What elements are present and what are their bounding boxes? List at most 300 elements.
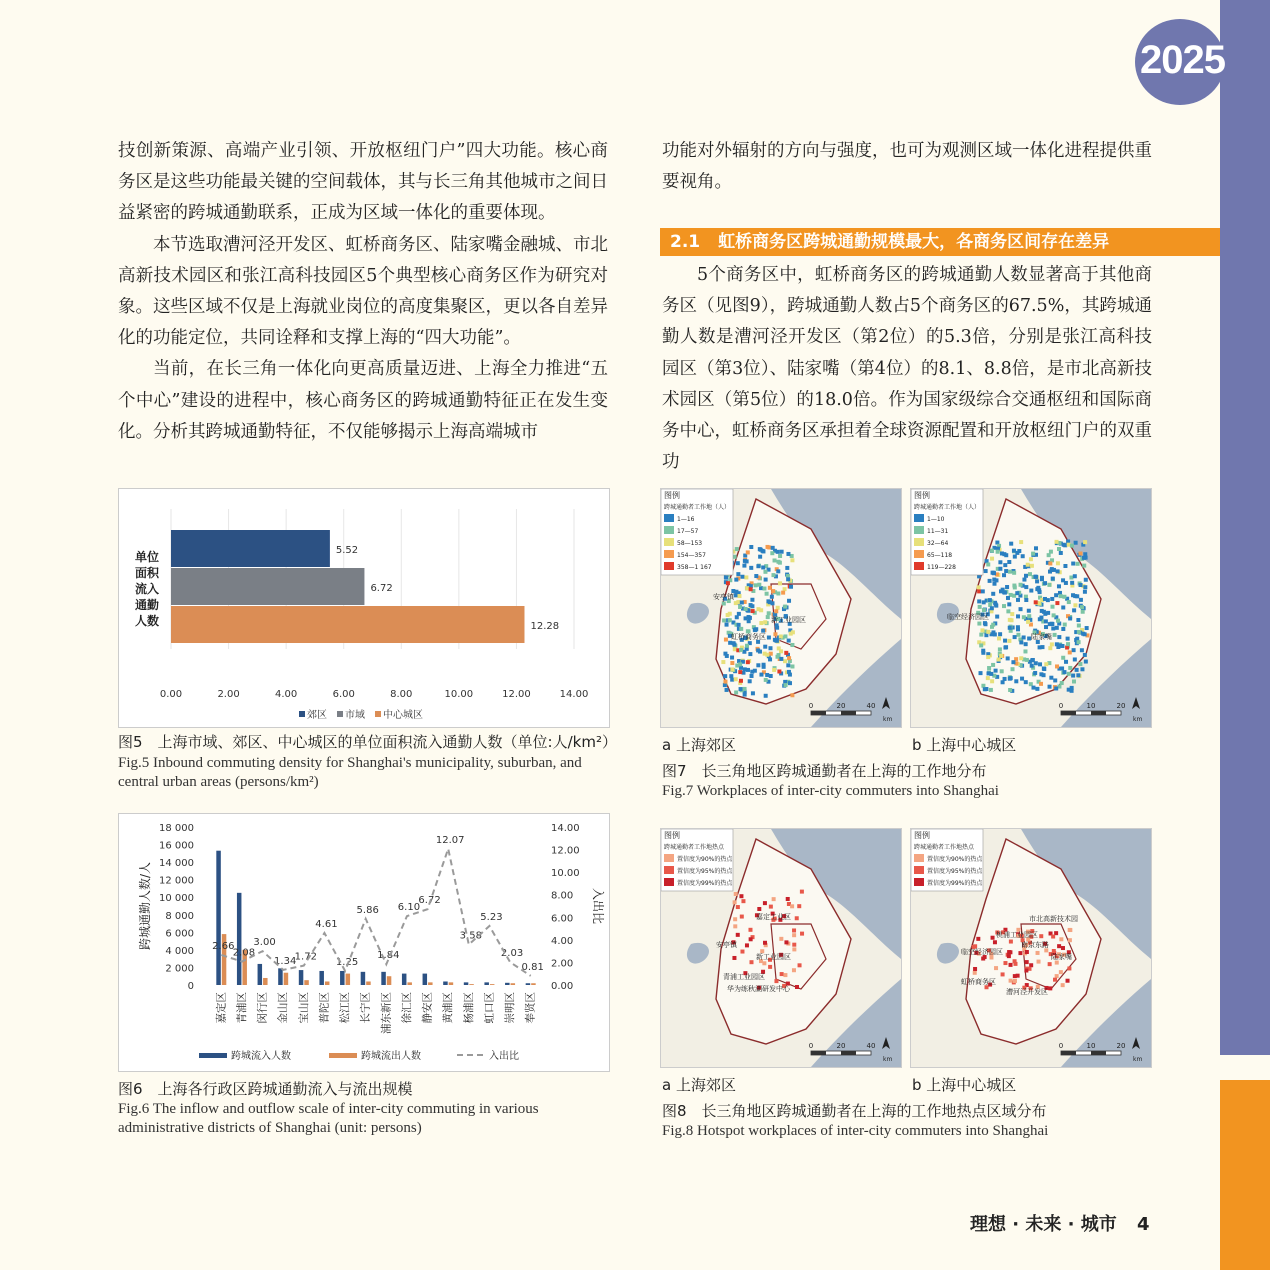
legend-label: 154—357 [677, 552, 706, 559]
place-label: 陆家嘴 [1051, 953, 1072, 961]
map-cell [788, 681, 792, 685]
map-cell [787, 599, 791, 603]
map-cell [1063, 564, 1067, 568]
map-cell [994, 604, 998, 608]
map-cell [1031, 686, 1035, 690]
map-cell [1034, 600, 1038, 604]
map-cell [1035, 687, 1039, 691]
map-cell [795, 985, 799, 989]
y2-tick-label: 12.00 [551, 845, 580, 857]
map-cell [1053, 678, 1057, 682]
place-label: 安亭镇 [716, 941, 737, 949]
scale-label: 0 [1058, 1042, 1064, 1050]
map-cell [1049, 676, 1053, 680]
map-cell [983, 687, 987, 691]
map-cell [1050, 622, 1054, 626]
map-cell [1059, 970, 1063, 974]
map-cell [740, 600, 744, 604]
legend-swatch [664, 550, 674, 558]
map-cell [1054, 593, 1058, 597]
map-cell [754, 574, 758, 578]
map-cell [1066, 979, 1070, 983]
map-cell [784, 683, 788, 687]
map-cell [1061, 605, 1065, 609]
figure5-svg [119, 489, 609, 727]
map-cell [1039, 682, 1043, 686]
ratio-label: 2.66 [212, 940, 235, 952]
map-cell [738, 662, 742, 666]
map-cell [1056, 569, 1060, 573]
map-cell [787, 656, 791, 660]
scale-unit: km [883, 1056, 893, 1063]
figure6-chart [118, 813, 610, 1072]
figure5-caption-en: Fig.5 Inbound commuting density for Shanghai's municipality, suburban, and central urban areas (persons/km²) [118, 755, 582, 790]
bar-inflow [484, 982, 489, 985]
map-cell [781, 591, 785, 595]
map-cell [779, 657, 783, 661]
bar-中心城区 [171, 606, 524, 643]
map-cell [1048, 962, 1052, 966]
bar-inflow [381, 972, 386, 985]
map-cell [1055, 540, 1059, 544]
map-cell [998, 560, 1002, 564]
scale-label: 0 [808, 702, 814, 710]
scale-label: 20 [836, 702, 846, 710]
map-cell [1057, 635, 1061, 639]
legend-swatch [914, 526, 924, 534]
place-label: 陆家嘴 [1031, 633, 1052, 641]
map-cell [1007, 602, 1011, 606]
map-cell [766, 599, 770, 603]
map-cell [763, 645, 767, 649]
map-cell [779, 937, 783, 941]
map-cell [1060, 681, 1064, 685]
figure8a-map-svg [661, 829, 901, 1067]
y-tick-label: 14 000 [159, 858, 194, 870]
map-cell [723, 674, 727, 678]
map-cell [1030, 664, 1034, 668]
map-cell [1018, 951, 1022, 955]
map-cell [1025, 960, 1029, 964]
y-axis-label: 面积 [134, 566, 160, 580]
map-cell [1050, 567, 1054, 571]
map-cell [982, 600, 986, 604]
y-axis-label: 单位 [134, 550, 160, 564]
legend-subtitle: 跨城通勤者工作地热点 [664, 844, 725, 851]
map-cell [1027, 609, 1031, 613]
map-cell [763, 652, 767, 656]
map-cell [773, 558, 777, 562]
map-cell [1055, 961, 1059, 965]
figure6-caption-cn: 图6 上海各行政区跨城通勤流入与流出规模 [118, 1080, 413, 1098]
map-cell [1009, 542, 1013, 546]
map-cell [792, 947, 796, 951]
map-cell [1003, 639, 1007, 643]
x-tick-label: 宝山区 [297, 992, 310, 1024]
map-cell [1075, 668, 1079, 672]
y-tick-label: 10 000 [159, 893, 194, 905]
ratio-label: 1.34 [274, 955, 297, 967]
map-cell [991, 592, 995, 596]
map-cell [1007, 954, 1011, 958]
map-cell [768, 646, 772, 650]
y-axis-label: 通勤 [134, 598, 160, 612]
map-cell [737, 612, 741, 616]
map-cell [998, 647, 1002, 651]
map-cell [1053, 633, 1057, 637]
y-tick-label: 2 000 [165, 963, 194, 975]
map-cell [756, 648, 760, 652]
map-cell [979, 633, 983, 637]
map-cell [979, 671, 983, 675]
map-cell [1083, 540, 1087, 544]
map-cell [1043, 612, 1047, 616]
map-cell [753, 628, 757, 632]
map-cell [1066, 642, 1070, 646]
map-cell [1084, 578, 1088, 582]
map-cell [1012, 549, 1016, 553]
place-label: 南京东路 [1021, 941, 1049, 949]
map-cell [1083, 552, 1087, 556]
map-cell [998, 567, 1002, 571]
map-cell [736, 933, 740, 937]
legend-swatch [914, 878, 924, 886]
map-cell [749, 587, 753, 591]
map-cell [1068, 650, 1072, 654]
bar-outflow [531, 983, 536, 985]
x-tick-label: 虹口区 [483, 992, 496, 1024]
ratio-label: 1.25 [335, 956, 359, 968]
scale-unit: km [1133, 716, 1143, 723]
map-cell [1028, 572, 1032, 576]
legend-label: 17—57 [677, 528, 699, 535]
legend-label: 跨城流出人数 [361, 1051, 421, 1062]
figure7a-sublabel: a 上海郊区 [662, 736, 736, 754]
map-cell [1024, 574, 1028, 578]
map-cell [739, 627, 743, 631]
map-cell [764, 678, 768, 682]
map-cell [994, 966, 998, 970]
bar-outflow [304, 980, 309, 985]
map-cell [759, 586, 763, 590]
map-cell [745, 586, 749, 590]
map-cell [1071, 593, 1075, 597]
map-cell [997, 657, 1001, 661]
footer-text: 理想 · 未来 · 城市 [970, 1214, 1117, 1235]
x-tick-label: 8.00 [390, 689, 413, 700]
ratio-label: 0.81 [521, 961, 544, 973]
map-cell [1073, 657, 1077, 661]
map-cell [1040, 576, 1044, 580]
map-cell [734, 578, 738, 582]
map-cell [1059, 594, 1063, 598]
map-cell [977, 622, 981, 626]
map-cell [1062, 670, 1066, 674]
map-cell [1016, 598, 1020, 602]
map-cell [1062, 595, 1066, 599]
map-cell [784, 651, 788, 655]
map-cell [1003, 563, 1007, 567]
map-cell [766, 615, 770, 619]
map-cell [1029, 589, 1033, 593]
y2-tick-label: 14.00 [551, 823, 580, 834]
figure8-caption-cn: 图8 长三角地区跨城通勤者在上海的工作地热点区域分布 [662, 1102, 1047, 1120]
legend-swatch [375, 711, 381, 717]
bar-inflow [340, 971, 345, 985]
map-cell [790, 904, 794, 908]
map-cell [1083, 590, 1087, 594]
map-cell [1076, 562, 1080, 566]
map-cell [1040, 609, 1044, 613]
legend-swatch [914, 550, 924, 558]
map-cell [733, 917, 737, 921]
place-label: 新工业园区 [756, 953, 791, 961]
data-label: 12.28 [530, 621, 560, 632]
map-cell [734, 690, 738, 694]
map-cell [990, 606, 994, 610]
figure8b-sublabel: b 上海中心城区 [912, 1076, 1017, 1094]
map-cell [736, 572, 740, 576]
map-cell [988, 579, 992, 583]
map-cell [1013, 962, 1017, 966]
map-cell [776, 569, 780, 573]
bar-郊区 [171, 530, 330, 567]
map-cell [1031, 552, 1035, 556]
x-tick-label: 普陀区 [318, 992, 331, 1024]
ratio-label: 6.10 [397, 902, 421, 914]
legend-label: 119—228 [927, 564, 956, 571]
legend-subtitle: 跨城通勤者工作地（人） [664, 504, 731, 511]
scale-label: 20 [836, 1042, 846, 1050]
map-cell [1051, 626, 1055, 630]
map-cell [765, 592, 769, 596]
map-cell [1083, 653, 1087, 657]
map-cell [761, 565, 765, 569]
map-cell [764, 694, 768, 698]
scale-label: 20 [1116, 702, 1126, 710]
map-cell [741, 899, 745, 903]
bar-inflow [505, 983, 510, 985]
map-cell [991, 936, 995, 940]
bar-outflow [346, 974, 351, 985]
map-cell [1072, 679, 1076, 683]
y-tick-label: 6 000 [165, 928, 194, 940]
x-tick-label: 徐汇区 [400, 992, 413, 1024]
figure7b-map-svg [911, 489, 1151, 727]
figure6-svg [119, 814, 609, 1071]
place-label: 青浦工业园区 [723, 973, 765, 981]
map-cell [779, 634, 783, 638]
map-cell [740, 575, 744, 579]
legend-title: 图例 [914, 491, 930, 500]
map-cell [1024, 680, 1028, 684]
map-cell [976, 937, 980, 941]
map-cell [981, 651, 985, 655]
map-cell [739, 679, 743, 683]
map-cell [783, 973, 787, 977]
map-cell [1037, 960, 1041, 964]
legend-label: 置信度为90%的热点 [677, 856, 733, 863]
map-cell [722, 618, 726, 622]
map-cell [1056, 619, 1060, 623]
map-cell [742, 650, 746, 654]
x-tick-label: 奉贤区 [524, 992, 537, 1024]
map-cell [729, 674, 733, 678]
figure8b-map-svg [911, 829, 1151, 1067]
place-label: 桃浦工业园区 [996, 931, 1038, 939]
map-cell [757, 907, 761, 911]
map-cell [986, 655, 990, 659]
map-cell [1016, 614, 1020, 618]
scale-unit: km [883, 716, 893, 723]
map-cell [754, 583, 758, 587]
map-cell [762, 665, 766, 669]
legend-swatch [664, 878, 674, 886]
map-cell [749, 566, 753, 570]
sidebar-decor-purple [1220, 0, 1270, 1055]
map-cell [786, 577, 790, 581]
map-cell [1007, 950, 1011, 954]
scale-bar-segment [1091, 1051, 1106, 1055]
ratio-label: 1.72 [294, 951, 317, 963]
map-cell [1077, 640, 1081, 644]
map-cell [725, 688, 729, 692]
map-cell [986, 676, 990, 680]
map-cell [993, 940, 997, 944]
map-cell [725, 623, 729, 627]
place-label: 新工业园区 [771, 616, 806, 624]
year-label: 2025 [1140, 38, 1225, 82]
y-axis-label: 人数 [134, 614, 160, 628]
figure7b-sublabel: b 上海中心城区 [912, 736, 1017, 754]
map-cell [1060, 666, 1064, 670]
sidebar-decor-orange [1220, 1080, 1270, 1270]
map-cell [790, 643, 794, 647]
x-tick-label: 10.00 [444, 689, 474, 700]
map-cell [746, 660, 750, 664]
figure7a-map-svg [661, 489, 901, 727]
map-cell [763, 570, 767, 574]
x-tick-label: 2.00 [217, 689, 240, 700]
map-cell [797, 904, 801, 908]
map-cell [1024, 598, 1028, 602]
map-cell [1044, 625, 1048, 629]
map-cell [1017, 549, 1021, 553]
map-cell [1001, 972, 1005, 976]
map-cell [1006, 656, 1010, 660]
legend-swatch [337, 711, 343, 717]
map-cell [733, 647, 737, 651]
figure7-caption-en: Fig.7 Workplaces of inter-city commuters into Shanghai [662, 783, 999, 799]
x-tick-label: 0.00 [159, 689, 183, 700]
place-label: 临空经济园区 [947, 613, 989, 621]
map-cell [742, 564, 746, 568]
map-cell [988, 598, 992, 602]
map-cell [1008, 570, 1012, 574]
map-cell [1055, 664, 1059, 668]
legend-label: 11—31 [927, 528, 949, 535]
paragraph: 技创新策源、高端产业引领、开放枢纽门户”四大功能。核心商务区是这些功能最关键的空间载体，其与长三角其他城市之间日益紧密的跨城通勤联系，正成为区域一体化的重要体现。 [118, 141, 608, 224]
legend-label: 郊区 [307, 710, 327, 721]
map-cell [771, 573, 775, 577]
figure8a-sublabel: a 上海郊区 [662, 1076, 736, 1094]
legend-swatch [914, 562, 924, 570]
map-cell [736, 600, 740, 604]
paragraph: 功能对外辐射的方向与强度，也可为观测区域一体化进程提供重要视角。 [662, 141, 1152, 193]
map-cell [997, 636, 1001, 640]
map-cell [1070, 686, 1074, 690]
x-tick-label: 金山区 [277, 992, 290, 1024]
place-label: 临空经济园区 [961, 948, 1003, 956]
map-cell [1008, 677, 1012, 681]
place-label: 虹桥商务区 [731, 633, 766, 641]
map-cell [1019, 583, 1023, 587]
bar-outflow [366, 981, 371, 985]
map-cell [767, 611, 771, 615]
map-cell [747, 615, 751, 619]
bar-inflow [319, 971, 324, 985]
map-cell [1029, 963, 1033, 967]
map-cell [769, 905, 773, 909]
figure7b-map [910, 488, 1152, 728]
map-cell [1007, 639, 1011, 643]
bar-inflow [464, 982, 469, 985]
map-cell [773, 638, 777, 642]
map-cell [756, 663, 760, 667]
bar-inflow [443, 981, 448, 985]
bar-inflow [526, 983, 531, 985]
y2-tick-label: 0.00 [551, 981, 574, 992]
map-cell [735, 547, 739, 551]
map-cell [745, 943, 749, 947]
scale-label: 0 [808, 1042, 814, 1050]
map-cell [1066, 637, 1070, 641]
map-cell [1008, 688, 1012, 692]
map-cell [986, 630, 990, 634]
map-cell [1067, 966, 1071, 970]
bar-outflow [387, 976, 392, 985]
map-cell [792, 933, 796, 937]
map-cell [1003, 961, 1007, 965]
y2-tick-label: 4.00 [551, 935, 574, 947]
scale-label: 10 [1086, 702, 1096, 710]
bar-outflow [407, 982, 412, 985]
map-cell [736, 561, 740, 565]
scale-label: 10 [1086, 1042, 1096, 1050]
map-cell [989, 688, 993, 692]
map-cell [999, 654, 1003, 658]
x-tick-label: 浦东新区 [380, 992, 393, 1034]
legend-swatch [914, 854, 924, 862]
map-cell [1030, 658, 1034, 662]
map-cell [1083, 585, 1087, 589]
map-cell [734, 593, 738, 597]
data-label: 6.72 [370, 583, 393, 594]
map-cell [991, 630, 995, 634]
map-cell [1029, 682, 1033, 686]
ratio-label: 3.00 [253, 937, 276, 949]
map-cell [728, 618, 732, 622]
y-axis-label: 流入 [134, 582, 160, 596]
legend-label: 358—1 167 [677, 564, 712, 571]
map-cell [991, 623, 995, 627]
x-tick-label: 12.00 [502, 689, 531, 700]
place-label: 虹桥商务区 [961, 978, 996, 986]
map-cell [1014, 679, 1018, 683]
map-cell [992, 578, 996, 582]
map-cell [977, 585, 981, 589]
map-cell [1006, 609, 1010, 613]
